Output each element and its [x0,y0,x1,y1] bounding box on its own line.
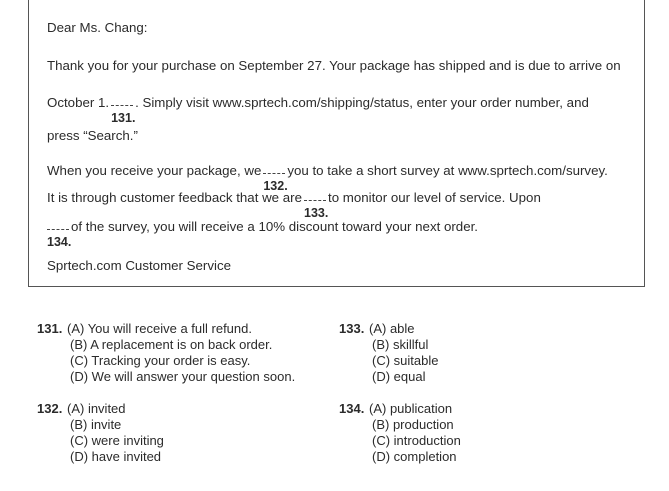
option-b[interactable]: (B) skillful [372,337,429,352]
text-segment: When you receive your package, we [47,163,262,178]
question-number: 131. [37,321,63,336]
paragraph-2-line-3 [47,219,478,249]
option-d[interactable]: (D) have invited [70,449,162,464]
paragraph-2-line-1 [47,163,608,193]
text-segment: to monitor our level of service. Upon [328,190,541,205]
option-a[interactable]: (A) publication [369,401,453,416]
paragraph-1-line-3: press “Search.” [47,128,138,143]
salutation: Dear Ms. Chang: [47,20,148,35]
question-133 [339,321,639,391]
option-list [369,321,438,385]
paragraph-1-line-2 [47,95,589,125]
blank-number: 132. [263,179,288,193]
option-a[interactable]: (A) invited [67,401,126,416]
question-132 [37,401,337,471]
option-b[interactable]: (B) production [372,417,454,432]
blank-dash [263,173,285,174]
question-131 [37,321,337,391]
question-number: 134. [339,401,365,416]
option-b[interactable]: (B) invite [70,417,122,432]
option-list [67,321,295,385]
question-134 [339,401,639,471]
blank-number: 134. [47,235,72,249]
option-b[interactable]: (B) A replacement is on back order. [70,337,273,352]
option-list [369,401,461,465]
text-segment: October 1. [47,95,110,110]
blank-dash [111,105,133,106]
option-d[interactable]: (D) completion [372,449,457,464]
blank-dash [47,229,69,230]
signature: Sprtech.com Customer Service [47,258,232,273]
option-list [67,401,164,465]
option-a[interactable]: (A) You will receive a full refund. [67,321,252,336]
text-segment: . Simply visit www.sprtech.com/shipping/status, enter your order number, and [135,95,589,110]
letter-box [28,0,645,287]
text-segment: of the survey, you will receive a 10% discount toward your next order. [71,219,478,234]
text-segment: you to take a short survey at www.sprtech.com/survey. [287,163,608,178]
blank-number: 131. [111,111,136,125]
option-c[interactable]: (C) introduction [372,433,461,448]
option-c[interactable]: (C) Tracking your order is easy. [70,353,251,368]
blank-number: 133. [304,206,329,220]
paragraph-2-line-2 [47,190,541,220]
text-segment: It is through customer feedback that we are [47,190,302,205]
paragraph-1-line-1: Thank you for your purchase on September 27. Your package has shipped and is due to arrive on [47,58,621,73]
option-a[interactable]: (A) able [369,321,415,336]
question-number: 132. [37,401,63,416]
blank-dash [304,200,326,201]
question-number: 133. [339,321,365,336]
option-d[interactable]: (D) We will answer your question soon. [70,369,296,384]
option-d[interactable]: (D) equal [372,369,426,384]
option-c[interactable]: (C) suitable [372,353,439,368]
option-c[interactable]: (C) were inviting [70,433,164,448]
